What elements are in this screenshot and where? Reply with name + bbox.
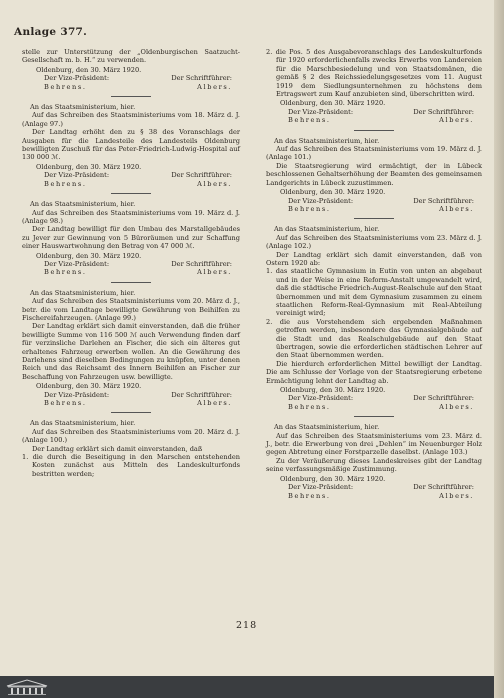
library-logo-icon: [4, 678, 50, 696]
resolution-text: Zu der Veräußerung dieses Landeskreises gibt der Landtag seine verfassungsmäßige Zustimmung.: [266, 456, 482, 474]
section-divider: [111, 193, 151, 194]
section-divider: [354, 218, 394, 219]
vice-president-name: Behrens.: [44, 179, 87, 188]
secretary-title: Der Schriftführer:: [171, 259, 232, 268]
vice-president-name: Behrens.: [44, 82, 87, 91]
vice-president-name: Behrens.: [44, 399, 87, 408]
address-line: An das Staatsministerium, hier.: [30, 200, 136, 209]
secretary-title: Der Schriftführer:: [413, 394, 474, 403]
signature-names: [22, 399, 240, 407]
vice-president-name: Behrens.: [44, 268, 87, 277]
secretary-name: Albers.: [197, 82, 232, 91]
left-column: [22, 48, 240, 478]
vice-president-title: Der Vize-Präsident:: [288, 107, 354, 116]
vice-president-name: Behrens.: [288, 204, 331, 213]
secretary-name: Albers.: [439, 402, 474, 411]
date-line: Oldenburg, den 30. März 1920.: [36, 382, 142, 391]
vice-president-title: Der Vize-Präsident:: [44, 259, 110, 268]
vice-president-title: Der Vize-Präsident:: [44, 74, 110, 83]
numbered-list: [22, 453, 240, 478]
list-item: 1. das staatliche Gymnasium in Eutin von unten an abgebaut und in der Weise in eine Reform-Anstalt umgewandelt wird, daß die städtische Friedrich-August-Realschule auf den Staat übernommen und mit dem Gymnasium zusammen zu einem staatlichen Reform-Real-Gymnasium mit Real-Abteilung vereinigt wird;: [266, 267, 482, 318]
signature-titles: [266, 108, 482, 116]
address-line: An das Staatsministerium, hier.: [274, 423, 380, 432]
address-line: An das Staatsministerium, hier.: [30, 419, 136, 428]
signature-titles: [22, 74, 240, 82]
secretary-title: Der Schriftführer:: [413, 107, 474, 116]
address-line: An das Staatsministerium, hier.: [30, 288, 136, 297]
reference-line: Auf das Schreiben des Staatsministeriums vom 20. März d. J., betr. die vom Landtage bewilligte Gewährung von Beihilfen zu Fischereifahrzeugen. (Anlage 99.): [22, 297, 240, 322]
signature-names: [266, 492, 482, 500]
resolution-text: Der Landtag erklärt sich damit einverstanden, daß die früher bewilligte Summe von 116 500 ℳ auch Verwendung finden darf für verzinsliche Darlehen an Fischer, die sich ein älteres gut erhaltenes Fahrzeug erwerben wollen. An die Gewährung des Darlehens sind dieselben Bedingungen zu knüpfen, unter denen Reich und das Reichsamt des Innern Beihilfen an Fischer zur Beschaffung von Fahrzeugen usw. bewilligte.: [22, 322, 240, 381]
list-item: 2. die Pos. 5 des Ausgabevoranschlags des Landeskulturfonds für 1920 erforderlichenfalls zwecks Erwerbs von Landereien für die Marschbesiedelung und von Staatsdomänen, die gemäß § 2 des Reichssiedelungsgesetzes vom 11. August 1919 dem Siedlungsunternehmen zu höchstens dem Ertragswert zum Kauf anzubieten sind, überschritten wird.: [266, 48, 482, 99]
numbered-list: [266, 267, 482, 359]
signature-names: [22, 180, 240, 188]
resolution-text: Der Landtag erklärt sich damit einverstanden, daß: [32, 444, 203, 453]
vice-president-title: Der Vize-Präsident:: [44, 390, 110, 399]
date-line: Oldenburg, den 30. März 1920.: [280, 99, 386, 108]
page-header: Anlage 377.: [14, 26, 88, 38]
reference-line: Auf das Schreiben des Staatsministeriums vom 20. März d. J. (Anlage 100.): [22, 427, 240, 445]
reference-line: Auf das Schreiben des Staatsministeriums vom 23. März d. J. (Anlage 102.): [266, 233, 482, 251]
section-divider: [111, 96, 151, 97]
address-line: An das Staatsministerium, hier.: [274, 136, 380, 145]
secretary-name: Albers.: [439, 116, 474, 125]
vice-president-title: Der Vize-Präsident:: [288, 196, 354, 205]
date-line: Oldenburg, den 30. März 1920.: [36, 65, 142, 74]
vice-president-name: Behrens.: [288, 402, 331, 411]
secretary-title: Der Schriftführer:: [413, 483, 474, 492]
secretary-name: Albers.: [439, 204, 474, 213]
section-divider: [111, 282, 151, 283]
date-line: Oldenburg, den 30. März 1920.: [280, 188, 386, 197]
vice-president-name: Behrens.: [288, 116, 331, 125]
reference-line: Auf das Schreiben des Staatsministeriums vom 18. März d. J. (Anlage 97.): [22, 111, 240, 128]
signature-names: [266, 403, 482, 411]
secretary-name: Albers.: [439, 491, 474, 500]
resolution-text: Die hierdurch erforderlichen Mittel bewilligt der Landtag. Die am Schlusse der Vorlage von der Staatsregierung erbetene Ermächtigung lehnt der Landtag ab.: [266, 359, 482, 385]
secretary-title: Der Schriftführer:: [171, 74, 232, 83]
date-line: Oldenburg, den 30. März 1920.: [36, 251, 142, 260]
date-line: Oldenburg, den 30. März 1920.: [36, 162, 142, 171]
address-line: An das Staatsministerium, hier.: [274, 225, 380, 234]
resolution-text: Die Staatsregierung wird ermächtigt, der in Lübeck beschlossenen Gehaltserhöhung der Beamten des gemeinsamen Landgerichts in Lübeck zuzustimmen.: [266, 161, 482, 187]
resolution-text: Der Landtag erhöht den zu § 38 des Voranschlags der Ausgaben für die Landesteile des Landesteils Oldenburg bewilligten Zuschuß für das Peter-Friedrich-Ludwig-Hospital auf 130 000 ℳ.: [22, 128, 240, 162]
address-line: An das Staatsministerium, hier.: [30, 103, 136, 112]
section-divider: [354, 416, 394, 417]
vice-president-title: Der Vize-Präsident:: [44, 171, 110, 180]
signature-titles: [266, 394, 482, 402]
secretary-name: Albers.: [197, 399, 232, 408]
signature-titles: [22, 391, 240, 399]
date-line: Oldenburg, den 30. März 1920.: [280, 474, 386, 483]
reference-line: Auf das Schreiben des Staatsministeriums vom 23. März d. J., betr. die Erwerbung von drei „Dehlen“ im Neuenburger Holz gegen Abtretung einer Forstparzelle daselbst. (Anlage 103.): [266, 431, 482, 457]
signature-titles: [22, 260, 240, 268]
vice-president-name: Behrens.: [288, 491, 331, 500]
signature-names: [22, 83, 240, 91]
reference-line: Auf das Schreiben des Staatsministeriums vom 19. März d. J. (Anlage 98.): [22, 208, 240, 225]
secretary-title: Der Schriftführer:: [171, 390, 232, 399]
intro-text: stelle zur Unterstützung der „Oldenburgischen Saatzucht-Gesellschaft m. b. H.“ zu verwenden.: [22, 48, 240, 65]
section-divider: [111, 412, 151, 413]
vice-president-title: Der Vize-Präsident:: [288, 483, 354, 492]
list-item: 1. die durch die Beseitigung in den Marschen entstehenden Kosten zunächst aus Mitteln des Landeskulturfonds bestritten werden;: [22, 453, 240, 478]
resolution-text: Der Landtag bewilligt für den Umbau des Marstallgebäudes zu Jever zur Gewinnung von 5 Büroräumen und zur Schaffung einer Hauswartwohnung den Betrag von 47 000 ℳ.: [22, 225, 240, 251]
signature-names: [22, 268, 240, 276]
signature-titles: [266, 197, 482, 205]
secretary-title: Der Schriftführer:: [171, 171, 232, 180]
secretary-name: Albers.: [197, 179, 232, 188]
page-number: 218: [236, 620, 258, 631]
resolution-text: Der Landtag erklärt sich damit einverstanden, daß von Ostern 1920 ab:: [266, 250, 482, 267]
secretary-name: Albers.: [197, 268, 232, 277]
date-line: Oldenburg, den 30. März 1920.: [280, 386, 386, 395]
signature-names: [266, 116, 482, 124]
reference-line: Auf das Schreiben des Staatsministeriums vom 19. März d. J. (Anlage 101.): [266, 145, 482, 162]
right-column: [266, 48, 482, 500]
signature-titles: [266, 483, 482, 491]
signature-titles: [22, 171, 240, 179]
signature-names: [266, 205, 482, 213]
numbered-list: [266, 48, 482, 98]
section-divider: [354, 130, 394, 131]
footer-strip: [0, 676, 504, 698]
vice-president-title: Der Vize-Präsident:: [288, 394, 354, 403]
list-item: 2. die aus Vorstehendem sich ergebenden Maßnahmen getroffen werden, insbesondere das Gymnasialgebäude auf die Stadt und das Realschulgebäude auf den Staat übertragen, sowie die erforderlichen städtischen Lehrer auf den Staat übernommen werden.: [266, 317, 482, 360]
secretary-title: Der Schriftführer:: [413, 196, 474, 205]
